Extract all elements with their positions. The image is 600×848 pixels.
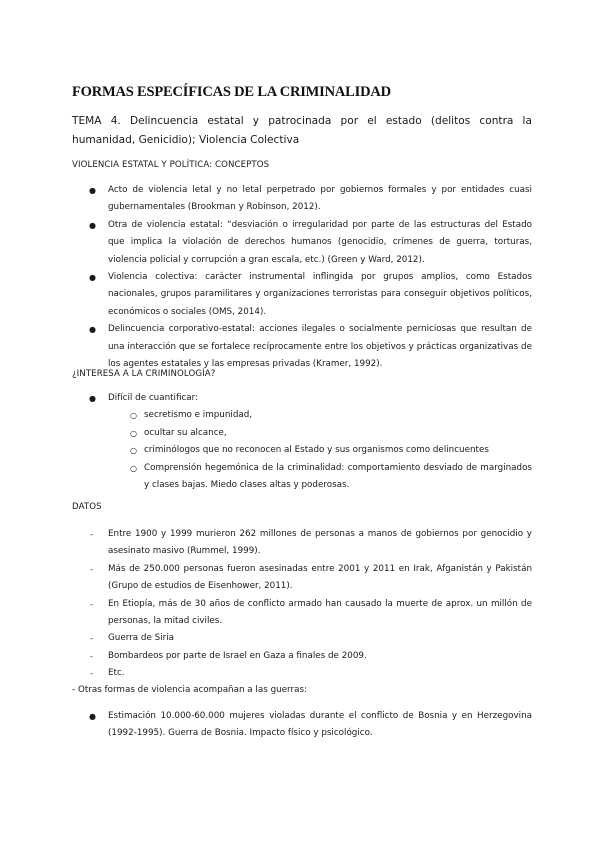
list-item-text: Difícil de cuantificar: bbox=[108, 393, 199, 403]
bullet-marker: ● bbox=[89, 325, 96, 335]
bullet-marker: ● bbox=[89, 712, 96, 721]
bullet-marker: ● bbox=[89, 186, 96, 195]
sub-list-item bbox=[72, 407, 532, 424]
sub-list-item-text: secretismo e impunidad, bbox=[144, 410, 253, 421]
list-item bbox=[72, 630, 532, 647]
list-item bbox=[72, 269, 532, 321]
dash-marker: - bbox=[90, 669, 93, 679]
list-item bbox=[72, 390, 532, 407]
dash-marker: - bbox=[90, 651, 93, 661]
list-item-text: Delincuencia corporativo-estatal: acciones ilegales o socialmente perniciosas que resultan de una interacción que se fortalece recíprocamente entre los objetivos y prácticas organizativas de los agentes estatales y las empresas privadas (Kramer, 1992). bbox=[108, 324, 532, 370]
list-item-text: Bombardeos por parte de Israel en Gaza a finales de 2009. bbox=[108, 650, 367, 661]
list-item-text: Otra de violencia estatal: “desviación o irregularidad por parte de las estructuras del Estado que implica la violación de derechos humanos (genocidio, crímenes de guerra, torturas, violencia policial y corrupción a gran escala, etc.) (Green y Ward, 2012). bbox=[108, 219, 532, 265]
sub-bullet-marker: ○ bbox=[130, 428, 137, 438]
list-item bbox=[72, 648, 532, 665]
otras-formas-list bbox=[72, 708, 532, 743]
list-item-text: Guerra de Siria bbox=[108, 633, 174, 644]
section-heading-conceptos: VIOLENCIA ESTATAL Y POLÍTICA: CONCEPTOS bbox=[72, 160, 270, 170]
sub-list-item-text: ocultar su alcance, bbox=[144, 427, 227, 438]
list-item-text: Estimación 10.000-60.000 mujeres violadas durante el conflicto de Bosnia y en Herzegovina (1992-1995). Guerra de Bosnia. Impacto físico y psicológico. bbox=[108, 711, 532, 739]
list-item-text: Más de 250.000 personas fueron asesinadas entre 2001 y 2011 en Irak, Afganistán y Pakistán (Grupo de estudios de Eisenhower, 2011). bbox=[108, 563, 532, 592]
list-item bbox=[72, 708, 532, 743]
sub-bullet-marker: ○ bbox=[130, 446, 137, 456]
list-item bbox=[72, 217, 532, 269]
document-title: FORMAS ESPECÍFICAS DE LA CRIMINALIDAD bbox=[72, 84, 391, 100]
sub-list-item-text: criminólogos que no reconocen al Estado y sus organismos como delincuentes bbox=[144, 445, 489, 456]
dash-marker: - bbox=[90, 530, 93, 539]
list-item bbox=[72, 526, 532, 561]
list-item bbox=[72, 182, 532, 217]
list-item-text: En Etiopía, más de 30 años de conflicto armado han causado la muerte de aprox. un millón de personas, la mitad civiles. bbox=[108, 598, 532, 627]
list-item bbox=[72, 596, 532, 631]
bullet-marker: ● bbox=[89, 273, 96, 283]
list-item bbox=[72, 665, 532, 682]
dash-marker: - bbox=[90, 634, 93, 644]
dash-marker: - bbox=[90, 564, 93, 574]
sub-bullet-marker: ○ bbox=[130, 411, 137, 421]
bullet-marker: ● bbox=[89, 394, 96, 403]
list-item-text: Etc. bbox=[108, 668, 125, 679]
sub-list-item bbox=[72, 460, 532, 495]
list-item bbox=[72, 321, 532, 373]
list-item-text: Violencia colectiva: carácter instrumental inflingida por grupos amplios, como Estados nacionales, grupos paramilitares y organizaciones terroristas para conseguir objetivos políticos, económicos o sociales (OMS, 2014). bbox=[108, 272, 532, 317]
list-item-text: Acto de violencia letal y no letal perpetrado por gobiernos formales y por entidades cuasi gubernamentales (Brookman y Robinson, 2012). bbox=[108, 185, 532, 213]
list-item bbox=[72, 561, 532, 596]
sub-list-item-text: Comprensión hegemónica de la criminalidad: comportamiento desviado de marginados y clases bajas. Miedo clases altas y poderosas. bbox=[144, 462, 532, 491]
list-item-text: Entre 1900 y 1999 murieron 262 millones de personas a manos de gobiernos por genocidio y asesinato masivo (Rummel, 1999). bbox=[108, 529, 532, 557]
interesa-list bbox=[72, 390, 532, 494]
topic-heading: TEMA 4. Delincuencia estatal y patrocinada por el estado (delitos contra la humanidad, Genicidio); Violencia Colectiva bbox=[72, 115, 532, 146]
conceptos-list bbox=[72, 182, 532, 373]
bullet-marker: ● bbox=[89, 220, 96, 230]
sub-bullet-marker: ○ bbox=[130, 463, 137, 473]
dash-marker: - bbox=[90, 599, 93, 609]
otras-formas-intro: - Otras formas de violencia acompañan a las guerras: bbox=[72, 685, 307, 695]
sub-list-item bbox=[72, 425, 532, 442]
section-heading-datos: DATOS bbox=[72, 502, 102, 512]
sub-list-item bbox=[72, 442, 532, 459]
section-heading-interesa: ¿INTERESA A LA CRIMINOLOGÍA? bbox=[72, 369, 216, 379]
datos-list bbox=[72, 526, 532, 683]
